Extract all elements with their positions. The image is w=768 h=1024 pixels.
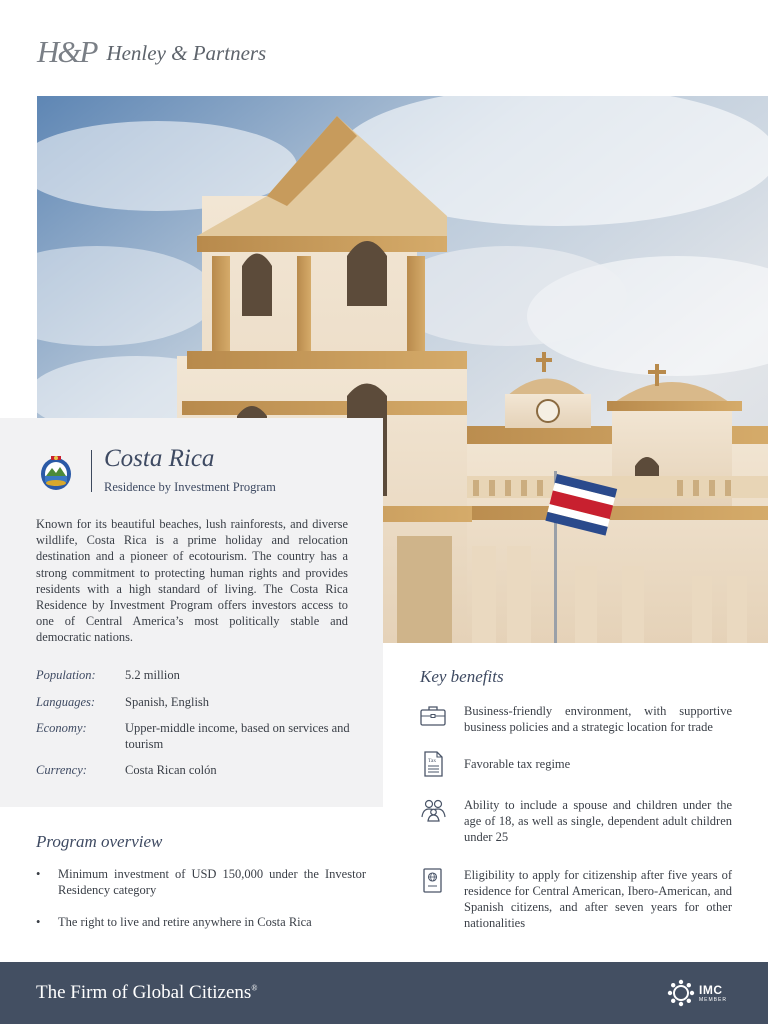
list-item: • Minimum investment of USD 150,000 under the Investor Residency category <box>36 866 366 898</box>
fact-value: 5.2 million <box>125 668 180 682</box>
tax-document-icon <box>420 751 446 777</box>
title-divider <box>91 450 92 492</box>
benefit-text: Eligibility to apply for citizenship after five years of residence for Central American, Ibero-American, and Spanish citizens, and after seven years for other nationalities <box>464 868 732 930</box>
fact-languages <box>36 694 356 710</box>
family-icon <box>420 797 446 823</box>
fact-label: Economy: <box>36 721 87 735</box>
fact-value: Spanish, English <box>125 695 210 709</box>
imc-star-icon <box>667 979 695 1007</box>
key-benefits-heading: Key benefits <box>420 667 504 686</box>
footer-tagline <box>36 982 257 1004</box>
costa-rica-coat-of-arms-icon <box>38 454 74 492</box>
fact-value: Upper-middle income, based on services and tourism <box>125 721 350 751</box>
program-subtitle: Residence by Investment Program <box>104 480 276 494</box>
svg-text:Tax: Tax <box>428 758 437 764</box>
footer-bar <box>0 962 768 1024</box>
imc-label <box>699 984 727 1003</box>
imc-member-badge[interactable] <box>667 979 727 1007</box>
program-overview-heading: Program overview <box>36 832 163 851</box>
benefit-family <box>420 797 732 845</box>
passport-icon <box>420 867 446 893</box>
benefit-citizenship <box>420 867 732 931</box>
benefit-tax <box>420 751 732 772</box>
list-item: • The right to live and retire anywhere in Costa Rica <box>36 914 366 930</box>
fact-label: Currency: <box>36 763 87 777</box>
fact-label: Population: <box>36 668 96 682</box>
logo-monogram: H&P <box>37 34 97 69</box>
program-overview-list <box>36 866 366 930</box>
fact-population <box>36 667 356 683</box>
benefit-text: Business-friendly environment, with supportive business policies and a strategic location for trade <box>464 704 732 734</box>
country-description: Known for its beautiful beaches, lush rainforests, and diverse wildlife, Costa Rica is a prime holiday and relocation destination and a pioneer of ecotourism. The country has a strong commitment to protecting human rights and provides residents with a high standard of living. The Costa Rica Residence by Investment Program offers investors access to one of Central America’s most politically stable and democratic nations. <box>36 517 348 645</box>
brand-logo[interactable] <box>37 33 266 67</box>
imc-sub-text: MEMBER <box>699 996 727 1003</box>
fact-currency <box>36 762 356 778</box>
imc-main-text: IMC <box>699 982 723 997</box>
fact-value: Costa Rican colón <box>125 763 217 777</box>
brand-name: Henley & Partners <box>106 41 267 65</box>
country-info-panel <box>0 418 383 807</box>
fact-economy <box>36 720 356 752</box>
trademark-symbol: ® <box>251 983 258 993</box>
benefit-text: Favorable tax regime <box>464 757 571 771</box>
fact-label: Languages: <box>36 695 96 709</box>
benefit-business <box>420 703 732 735</box>
country-title: Costa Rica <box>104 445 215 472</box>
benefit-text: Ability to include a spouse and children under the age of 18, as well as single, dependent adult children under 25 <box>464 798 732 844</box>
tagline-text: The Firm of Global Citizens <box>36 982 252 1003</box>
country-facts <box>36 667 356 778</box>
briefcase-icon <box>420 703 446 729</box>
